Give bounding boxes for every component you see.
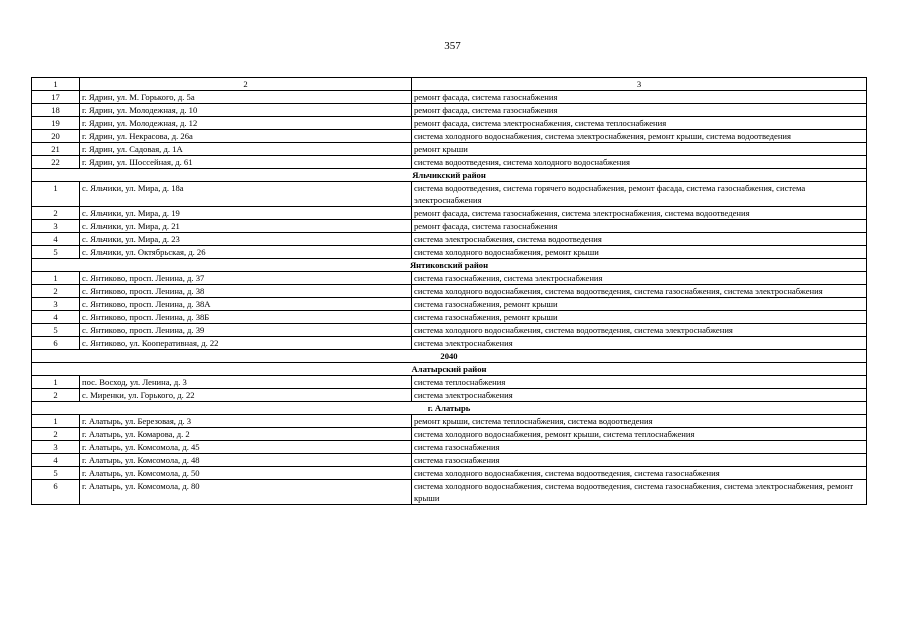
table-row <box>32 130 867 143</box>
row-address: с. Янтиково, просп. Ленина, д. 38А <box>80 298 412 311</box>
table-row <box>32 298 867 311</box>
row-number: 22 <box>32 156 80 169</box>
table-row <box>32 415 867 428</box>
row-number: 4 <box>32 454 80 467</box>
row-address: г. Ядрин, ул. Некрасова, д. 26а <box>80 130 412 143</box>
row-number: 2 <box>32 389 80 402</box>
table-row <box>32 441 867 454</box>
row-address: г. Ядрин, ул. Шоссейная, д. 61 <box>80 156 412 169</box>
row-number: 17 <box>32 91 80 104</box>
row-works: система газоснабжения, ремонт крыши <box>412 311 867 324</box>
row-address: г. Алатырь, ул. Комарова, д. 2 <box>80 428 412 441</box>
row-works: система холодного водоснабжения, система водоотведения, система электроснабжения <box>412 324 867 337</box>
row-number: 2 <box>32 207 80 220</box>
row-works: система электроснабжения, система водоотведения <box>412 233 867 246</box>
section-title: Янтиковский район <box>32 259 867 272</box>
row-address: с. Янтиково, просп. Ленина, д. 37 <box>80 272 412 285</box>
row-number: 6 <box>32 480 80 505</box>
row-address: с. Янтиково, просп. Ленина, д. 39 <box>80 324 412 337</box>
row-works: система водоотведения, система холодного водоснабжения <box>412 156 867 169</box>
row-number: 6 <box>32 337 80 350</box>
row-address: пос. Восход, ул. Ленина, д. 3 <box>80 376 412 389</box>
page-number: 357 <box>444 40 461 52</box>
row-number: 20 <box>32 130 80 143</box>
row-number: 2 <box>32 428 80 441</box>
table-row <box>32 233 867 246</box>
row-number: 18 <box>32 104 80 117</box>
row-number: 5 <box>32 467 80 480</box>
row-address: г. Ядрин, ул. Молодежная, д. 10 <box>80 104 412 117</box>
table-row <box>32 220 867 233</box>
table-row <box>32 156 867 169</box>
table-row <box>32 285 867 298</box>
row-number: 21 <box>32 143 80 156</box>
row-address: с. Миренки, ул. Горького, д. 22 <box>80 389 412 402</box>
table-row <box>32 91 867 104</box>
row-works: система газоснабжения <box>412 454 867 467</box>
section-row <box>32 363 867 376</box>
header-col-number: 1 <box>32 78 80 91</box>
row-works: ремонт фасада, система газоснабжения <box>412 104 867 117</box>
row-address: г. Ядрин, ул. Садовая, д. 1А <box>80 143 412 156</box>
row-number: 1 <box>32 376 80 389</box>
row-works: ремонт крыши, система теплоснабжения, система водоотведения <box>412 415 867 428</box>
row-works: система холодного водоснабжения, ремонт крыши <box>412 246 867 259</box>
row-number: 1 <box>32 415 80 428</box>
row-address: г. Алатырь, ул. Комсомола, д. 48 <box>80 454 412 467</box>
row-works: система электроснабжения <box>412 389 867 402</box>
row-works: система водоотведения, система горячего водоснабжения, ремонт фасада, система газоснабжения, система электроснабжения <box>412 182 867 207</box>
row-number: 5 <box>32 246 80 259</box>
row-works: система холодного водоснабжения, система электроснабжения, ремонт крыши, система водоотведения <box>412 130 867 143</box>
table-row <box>32 117 867 130</box>
row-number: 2 <box>32 285 80 298</box>
table-row <box>32 480 867 505</box>
table-row <box>32 324 867 337</box>
section-row <box>32 402 867 415</box>
row-works: система электроснабжения <box>412 337 867 350</box>
row-number: 4 <box>32 233 80 246</box>
table-row <box>32 272 867 285</box>
table-row <box>32 467 867 480</box>
buildings-table <box>31 77 867 505</box>
row-address: с. Яльчики, ул. Октябрьская, д. 26 <box>80 246 412 259</box>
row-number: 1 <box>32 272 80 285</box>
row-works: система газоснабжения, система электроснабжения <box>412 272 867 285</box>
section-title: Яльчикский район <box>32 169 867 182</box>
row-address: с. Яльчики, ул. Мира, д. 23 <box>80 233 412 246</box>
row-works: система холодного водоснабжения, система водоотведения, система газоснабжения <box>412 467 867 480</box>
table-row <box>32 104 867 117</box>
row-address: г. Алатырь, ул. Комсомола, д. 80 <box>80 480 412 505</box>
section-title: 2040 <box>32 350 867 363</box>
row-works: система газоснабжения <box>412 441 867 454</box>
row-works: ремонт крыши <box>412 143 867 156</box>
section-row <box>32 350 867 363</box>
row-number: 4 <box>32 311 80 324</box>
row-works: система холодного водоснабжения, система водоотведения, система газоснабжения, система электроснабжения, ремонт крыши <box>412 480 867 505</box>
table-body <box>32 91 867 505</box>
row-address: с. Яльчики, ул. Мира, д. 21 <box>80 220 412 233</box>
row-works: система холодного водоснабжения, ремонт крыши, система теплоснабжения <box>412 428 867 441</box>
table-row <box>32 207 867 220</box>
table-row <box>32 428 867 441</box>
row-works: система теплоснабжения <box>412 376 867 389</box>
row-address: г. Алатырь, ул. Комсомола, д. 45 <box>80 441 412 454</box>
table-row <box>32 182 867 207</box>
row-address: г. Ядрин, ул. Молодежная, д. 12 <box>80 117 412 130</box>
row-address: с. Яльчики, ул. Мира, д. 18а <box>80 182 412 207</box>
table-row <box>32 376 867 389</box>
row-number: 1 <box>32 182 80 207</box>
row-address: с. Янтиково, ул. Кооперативная, д. 22 <box>80 337 412 350</box>
row-works: система холодного водоснабжения, система водоотведения, система газоснабжения, система электроснабжения <box>412 285 867 298</box>
row-number: 3 <box>32 298 80 311</box>
table-row <box>32 389 867 402</box>
row-address: г. Алатырь, ул. Березовая, д. 3 <box>80 415 412 428</box>
row-address: г. Ядрин, ул. М. Горького, д. 5а <box>80 91 412 104</box>
row-number: 5 <box>32 324 80 337</box>
table-row <box>32 143 867 156</box>
row-number: 19 <box>32 117 80 130</box>
header-col-address: 2 <box>80 78 412 91</box>
row-works: ремонт фасада, система электроснабжения, система теплоснабжения <box>412 117 867 130</box>
header-col-works: 3 <box>412 78 867 91</box>
section-row <box>32 259 867 272</box>
row-address: с. Янтиково, просп. Ленина, д. 38Б <box>80 311 412 324</box>
row-works: ремонт фасада, система газоснабжения, система электроснабжения, система водоотведения <box>412 207 867 220</box>
row-address: г. Алатырь, ул. Комсомола, д. 50 <box>80 467 412 480</box>
row-works: ремонт фасада, система газоснабжения <box>412 91 867 104</box>
table-header <box>32 78 867 91</box>
section-title: г. Алатырь <box>32 402 867 415</box>
table-row <box>32 311 867 324</box>
table-row <box>32 246 867 259</box>
row-address: с. Янтиково, просп. Ленина, д. 38 <box>80 285 412 298</box>
row-number: 3 <box>32 220 80 233</box>
row-number: 3 <box>32 441 80 454</box>
row-address: с. Яльчики, ул. Мира, д. 19 <box>80 207 412 220</box>
table-row <box>32 454 867 467</box>
table-row <box>32 337 867 350</box>
row-works: ремонт фасада, система газоснабжения <box>412 220 867 233</box>
section-row <box>32 169 867 182</box>
section-title: Алатырский район <box>32 363 867 376</box>
row-works: система газоснабжения, ремонт крыши <box>412 298 867 311</box>
